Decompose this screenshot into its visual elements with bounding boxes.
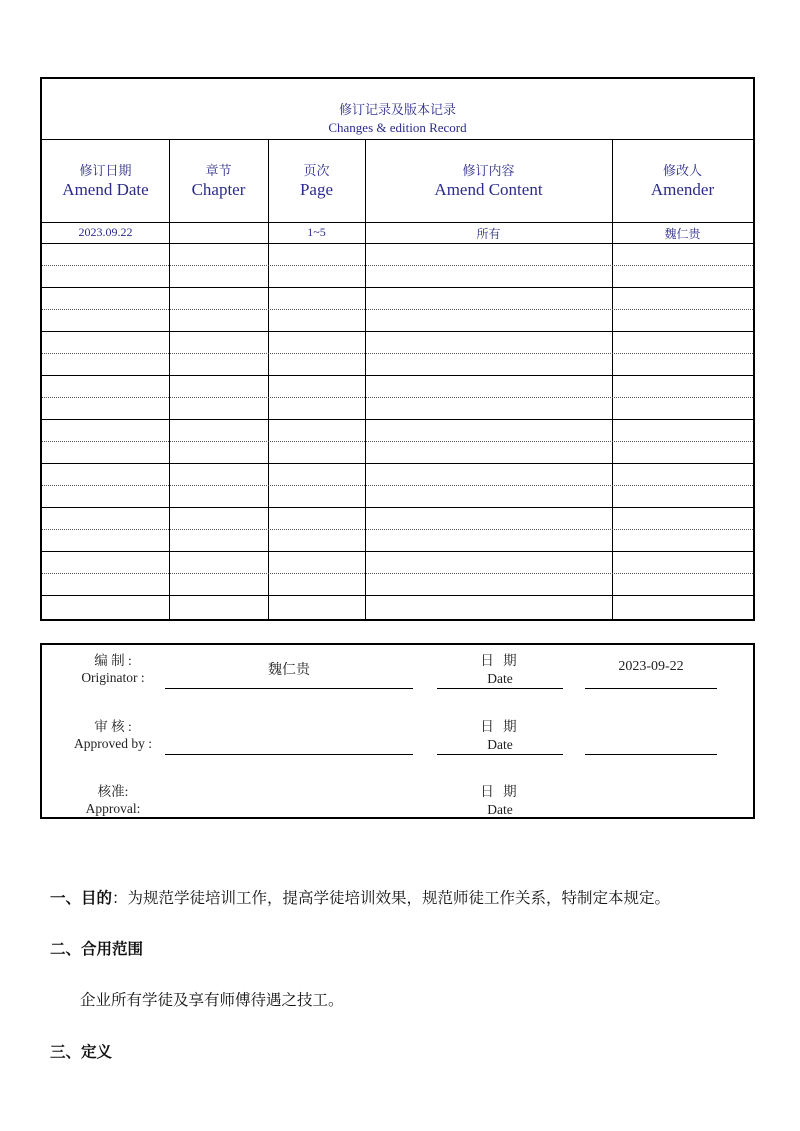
date-label-underline xyxy=(437,688,563,689)
originator-date: 2023-09-22 xyxy=(618,659,684,674)
header-amend-date xyxy=(42,139,169,222)
row-divider xyxy=(42,441,753,442)
originator-signature-line xyxy=(165,688,413,689)
revision-table-title xyxy=(42,79,753,140)
header-label-zh: 修订内容 xyxy=(462,163,515,178)
originator-name: 魏仁贵 xyxy=(268,663,310,678)
revision-record-table xyxy=(40,77,755,621)
signoff-box xyxy=(40,643,755,819)
header-page xyxy=(268,139,365,222)
date-label-underline xyxy=(437,754,563,755)
date-label-zh: 日 期 xyxy=(480,784,520,799)
header-label-en: Amend Content xyxy=(434,180,543,199)
table-title-zh: 修订记录及版本记录 xyxy=(338,102,456,117)
row-divider xyxy=(42,595,753,596)
approved-by-label xyxy=(50,715,176,752)
approval-label-en: Approval: xyxy=(85,801,141,816)
header-amend-content xyxy=(365,139,612,222)
originator-date-label xyxy=(437,649,563,687)
originator-label-zh: 编 制 : xyxy=(94,653,132,668)
row-divider xyxy=(42,309,753,310)
row-divider xyxy=(42,243,753,244)
date-label-en: Date xyxy=(487,671,513,686)
approved-by-date-line xyxy=(585,754,717,755)
header-label-zh: 修改人 xyxy=(662,163,702,178)
header-label-zh: 章节 xyxy=(205,163,232,178)
row-divider xyxy=(42,551,753,552)
originator-label-en: Originator : xyxy=(81,670,145,685)
section-2-text: 企业所有学徒及享有师傅待遇之技工。 xyxy=(80,992,344,1009)
header-label-en: Amend Date xyxy=(62,180,149,199)
section-3-heading-text: 三、定义 xyxy=(50,1044,113,1061)
date-label-en: Date xyxy=(487,802,513,817)
approved-by-date-label xyxy=(437,715,563,753)
row-divider xyxy=(42,419,753,420)
approval-label xyxy=(50,780,176,817)
originator-label xyxy=(50,649,176,686)
approved-by-signature-line xyxy=(165,754,413,755)
header-label-en: Chapter xyxy=(191,180,246,199)
row-1-content: 所有 xyxy=(476,227,501,241)
section-3-heading xyxy=(50,1040,112,1062)
row-divider xyxy=(42,331,753,332)
approval-date-label xyxy=(437,780,563,818)
date-label-zh: 日 期 xyxy=(480,653,520,668)
row-divider xyxy=(42,573,753,574)
section-2-heading xyxy=(50,937,143,959)
header-amender xyxy=(612,139,753,222)
section-1-text: ：为规范学徒培训工作，提高学徒培训效果，规范师徒工作关系，特制定本规定。 xyxy=(112,890,671,907)
row-divider xyxy=(42,287,753,288)
date-label-en: Date xyxy=(487,737,513,752)
header-chapter xyxy=(169,139,268,222)
header-label-zh: 修订日期 xyxy=(79,163,132,178)
section-1-paragraph xyxy=(50,886,670,908)
row-divider xyxy=(42,353,753,354)
approved-by-label-en: Approved by : xyxy=(74,736,152,751)
section-1-heading: 一、目的 xyxy=(50,890,113,907)
approved-by-label-zh: 审 核 : xyxy=(94,719,132,734)
header-label-zh: 页次 xyxy=(303,163,330,178)
row-divider xyxy=(42,485,753,486)
row-1-date: 2023.09.22 xyxy=(78,225,133,239)
originator-date-line xyxy=(585,688,717,689)
table-title-en: Changes & edition Record xyxy=(328,120,467,135)
approval-label-zh: 核准: xyxy=(97,784,129,799)
row-divider xyxy=(42,397,753,398)
row-divider xyxy=(42,375,753,376)
header-label-en: Amender xyxy=(650,180,715,199)
row-divider xyxy=(42,265,753,266)
row-divider xyxy=(42,507,753,508)
row-divider xyxy=(42,463,753,464)
row-1-amender: 魏仁贵 xyxy=(664,227,701,241)
section-2-heading-text: 二、合用范围 xyxy=(50,941,144,958)
row-divider xyxy=(42,529,753,530)
header-divider xyxy=(42,222,753,223)
row-1-page: 1~5 xyxy=(307,225,326,239)
date-label-zh: 日 期 xyxy=(480,719,520,734)
header-label-en: Page xyxy=(299,180,334,199)
